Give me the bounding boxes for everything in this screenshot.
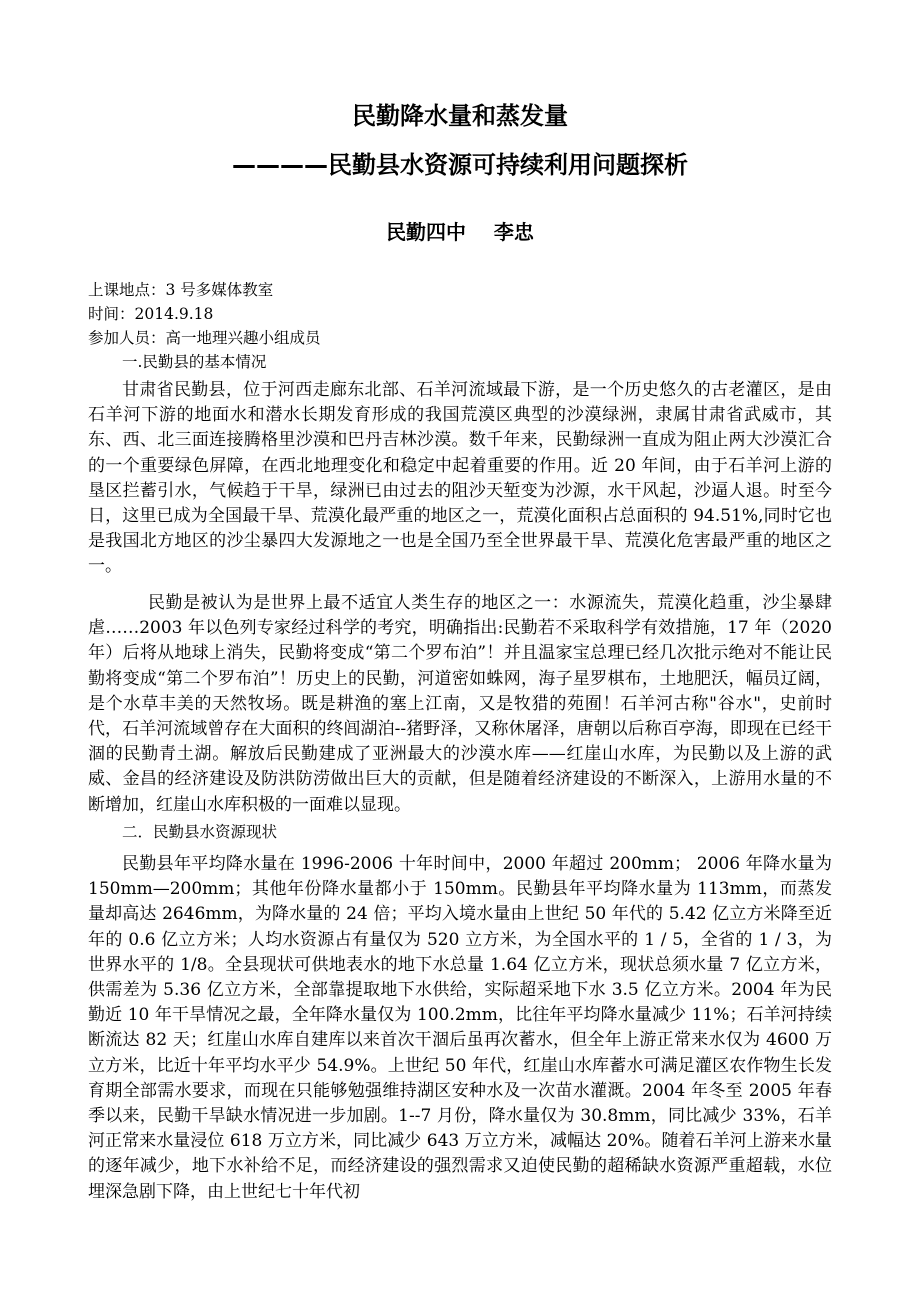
section-heading: 二．民勤县水资源现状 — [122, 823, 278, 841]
section-heading: 一.民勤县的基本情况 — [122, 353, 267, 371]
document-title: 民勤降水量和蒸发量 — [352, 102, 568, 130]
body-paragraph: 甘肃省民勤县，位于河西走廊东北部、石羊河流域最下游，是一个历史悠久的古老灌区，是由石羊河下游的地面水和潜水长期发育形成的我国荒漠区典型的沙漠绿洲，隶属甘肃省武威市，其东、西、北三面连接腾格里沙漠和巴丹吉林沙漠。数千年来，民勤绿洲一直成为阻止两大沙漠汇合的一个重要绿色屏障，在西北地理变化和稳定中起着重要的作用。近 20 年间，由于石羊河上游的垦区拦蓄引水，气候趋于干旱，绿洲已由过去的阻沙天堑变为沙源，水干风起，沙逼人退。时至今日，这里已成为全国最干旱、荒漠化最严重的地区之一，荒漠化面积占总面积的 94.51%,同时它也是我国北方地区的沙尘暴四大发源地之一也是全国乃至全世界最干旱、荒漠化危害最严重的地区之一。 — [88, 380, 832, 577]
document-subtitle: ————民勤县水资源可持续利用问题探析 — [232, 151, 688, 179]
body-paragraph: 民勤是被认为是世界上最不适宜人类生存的地区之一：水源流失，荒漠化趋重，沙尘暴肆虐……2003 年以色列专家经过科学的考究，明确指出:民勤若不采取科学有效措施，17 年（2020 年）后将从地球上消失，民勤将变成“第二个罗布泊”！并且温家宝总理已经几次批示绝对不能让民勤将变成“第二个罗布泊”！历史上的民勤，河道密如蛛网，海子星罗棋布，土地肥沃，幅员辽阔，是个水草丰美的天然牧场。既是耕渔的塞上江南，又是牧猎的苑囿！石羊河古称"谷水"，史前时代，石羊河流域曾存在大面积的终闾湖泊--猪野泽，又称休屠泽，唐朝以后称百亭海，即现在已经干涸的民勤青土湖。解放后民勤建成了亚洲最大的沙漠水库——红崖山水库，为民勤以及上游的武威、金昌的经济建设及防洪防涝做出巨大的贡献，但是随着经济建设的不断深入，上游用水量的不断增加，红崖山水库积极的一面难以显现。 — [88, 593, 832, 815]
author-line: 民勤四中 李忠 — [386, 220, 534, 244]
meta-participants: 参加人员：高一地理兴趣小组成员 — [88, 329, 321, 347]
body-paragraph: 民勤县年平均降水量在 1996-2006 十年时间中，2000 年超过 200mm； 2006 年降水量为 150mm—200mm；其他年份降水量都小于 150mm。民勤县年平均降水量为 113mm，而蒸发量却高达 2646mm，为降水量的 24 倍；平均入境水量由上世纪 50 年代的 5.42 亿立方米降至近年的 0.6 亿立方米；人均水资源占有量仅为 520 立方米，为全国水平的 1 / 5，全省的 1 / 3，为世界水平的 1/8。全县现状可供地表水的地下水总量 1.64 亿立方米，现状总须水量 7 亿立方米，供需差为 5.36 亿立方米，全部靠提取地下水供给，实际超采地下水 3.5 亿立方米。2004 年为民勤近 10 年干旱情况之最，全年降水量仅为 100.2mm，比往年平均降水量减少 11%；石羊河持续断流达 82 天；红崖山水库自建库以来首次干涸后虽再次蓄水，但全年上游正常来水仅为 4600 万立方米，比近十年平均水平少 54.9%。上世纪 50 年代，红崖山水库蓄水可满足灌区农作物生长发育期全部需水要求，而现在只能够勉强维持湖区安种水及一次苗水灌溉。2004 年冬至 2005 年春季以来，民勤干旱缺水情况进一步加剧。1--7 月份，降水量仅为 30.8mm，同比减少 33%，石羊河正常来水量浸位 618 万立方米，同比减少 643 万立方米，减幅达 20%。随着石羊河上游来水量的逐年减少，地下水补给不足，而经济建设的强烈需求又迫使民勤的超稀缺水资源严重超载，水位埋深急剧下降，由上世纪七十年代初 — [88, 854, 832, 1202]
meta-location: 上课地点：3 号多媒体教室 — [88, 281, 274, 299]
meta-time: 时间：2014.9.18 — [88, 305, 214, 323]
